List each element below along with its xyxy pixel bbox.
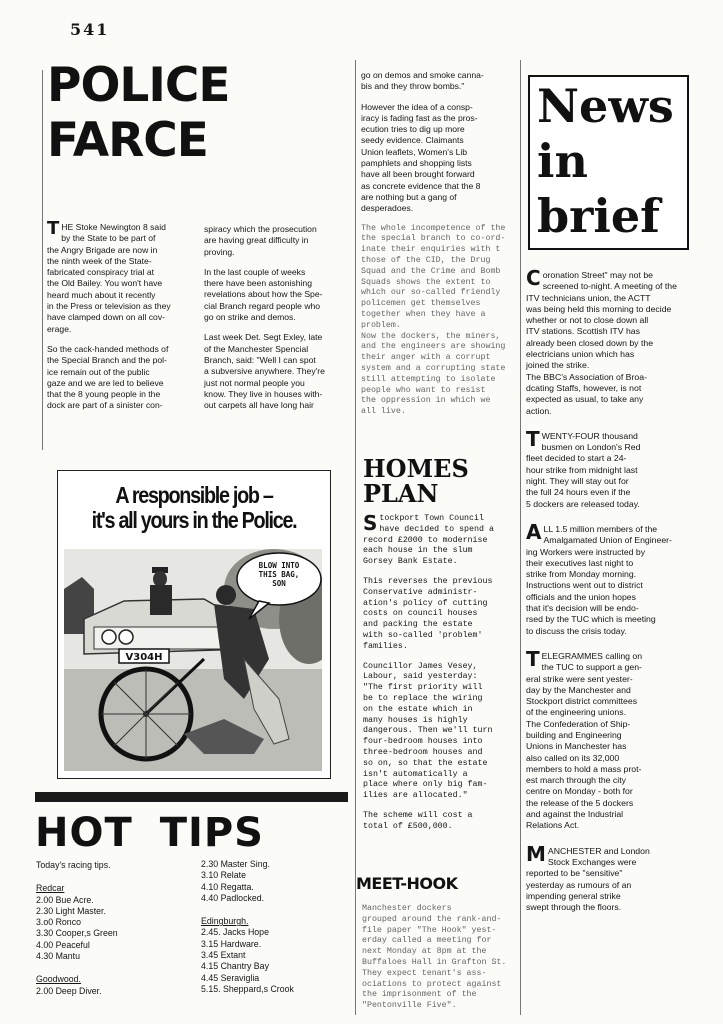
tip-line: 4.00 Peaceful: [36, 939, 90, 950]
hot-tips-col1: [36, 860, 196, 997]
column-rule: [42, 70, 43, 450]
drop-cap: M: [526, 841, 546, 866]
tip-line: 4.40 Padlocked.: [201, 892, 265, 903]
drop-cap: T: [526, 426, 540, 451]
drop-cap: C: [526, 266, 541, 290]
tip-line: 4.30 Mantu: [36, 951, 81, 962]
homes-plan-article: [363, 511, 519, 842]
paragraph: [363, 511, 519, 568]
news-in-brief-title: News in brief: [537, 79, 674, 243]
police-farce-headline: [47, 58, 230, 168]
divider-bar: [35, 792, 348, 802]
tip-line: 2.45. Jacks Hope: [201, 927, 269, 938]
paragraph-text: HE Stoke Newington 8 said by the State to be part of the Angry Brigade are now in the ninth week of the State- fabricated conspiracy trial at the Old Bailey. You won't have heard much about it recently in the Press or television as they have clamped down on all cov- erage.: [47, 222, 171, 334]
paragraph: However the idea of a consp- iracy is fading fast as the pros- ecution tries to dig up more seedy evidence. Claimants Union leaflets, Women's Lib pamphlets and shopping lists have all been brought forward as concrete evidence that the 8 are nothing but a gang of desperadoes.: [361, 101, 481, 214]
ad-headline: A responsible job – it's all yours in the Police.: [91, 482, 297, 533]
tip-line: 2.00 Deep Diver.: [36, 985, 102, 996]
paragraph: The whole incompetence of the the special branch to co-ord- inate their enquiries with t those of the CID, the Drug Squad and the Crime and Bomb Squads shows the extent to which our so-called friendly policemen get themselves together when they have a problem. Now the dockers, the miners, and the engineers are showing their anger with a corrupt system and a corrupting state still attempting to isolate people who want to resist the oppression in which we all live.: [361, 223, 506, 417]
page-number: 541: [70, 20, 110, 39]
meet-hook-article: Manchester dockers grouped around the rank-and- file paper "The Hook" yest- erday called a meeting for next Monday at 8pm at the Buffaloes Hall in Grafton St. They expect tenant's ass- ociations to protect against the imprisonment of the "Pentonville Five".: [362, 904, 507, 1011]
tip-line: 4.10 Regatta.: [201, 881, 254, 892]
news-item: [526, 266, 694, 417]
police-farce-col3: [361, 70, 519, 427]
paragraph: In the last couple of weeks there have been astonishing revelations about how the Spe- cial Branch regard people who go on strike and demos.: [204, 266, 323, 323]
paragraph: This reverses the previous Conservative administr- ation's policy of cutting costs on council houses and packing the estate with so-called 'problem' families.: [363, 576, 493, 651]
headline-line: POLICE: [47, 58, 230, 113]
drop-cap: T: [526, 646, 540, 671]
column-rule: [520, 60, 521, 1015]
news-item: [526, 841, 694, 914]
police-farce-col1: [47, 218, 197, 421]
drop-cap: A: [526, 519, 542, 544]
paragraph: go on demos and smoke canna- bis and they throw bombs.": [361, 70, 484, 92]
news-item: [526, 426, 694, 510]
course-label: Edingburgh.: [201, 916, 249, 927]
tip-line: 2.30 Master Sing.: [201, 859, 270, 869]
tip-line: 4.15 Chantry Bay: [201, 961, 269, 972]
drop-cap: T: [47, 218, 60, 239]
police-advertisement: [57, 470, 331, 779]
news-item-text: oronation Street" may not be screened to-night. A meeting of the ITV technicians union, the ACTT was being held this morning to decide whether or not to close down all ITV stations. Scottish ITV has already been closed down by the electricians union which has joined the strike. The BBC's Association of Broa- dcating Staffs, however, is not expected as usual, to take any action.: [526, 270, 677, 416]
course-label: Goodwood.: [36, 974, 81, 985]
news-in-brief-box: [528, 75, 689, 250]
number-plate: V304H: [125, 652, 163, 663]
tip-line: 3.o0 Ronco: [36, 917, 81, 928]
tip-line: 2.30 Light Master.: [36, 905, 106, 916]
paragraph: Last week Det. Segt Exley, late of the Manchester Spencial Branch, said: "Well I can spot a subversive anywhere. They're just not normal people you know. They live in houses with- out carpets all have long hair: [204, 332, 325, 411]
tip-line: 3.30 Cooper,s Green: [36, 928, 118, 939]
paragraph-text: tockport Town Council have decided to spend a record £2000 to modernise each house in the slum Gorsey Bank Estate.: [363, 514, 494, 567]
paragraph: Councillor James Vesey, Labour, said yesterday: "The first priority will be to replace the wiring on the estate which in many houses is highly dangerous. Then we'll turn four-bedroom houses into three-bedroom houses and so on, so that the estate isn't automatically a place where only big fam- ilies are allocated.": [363, 661, 493, 801]
hot-tips-col2: [201, 859, 351, 995]
ad-photo: [64, 549, 322, 771]
paragraph: spiracy which the prosecution are having great difficulty in proving.: [204, 224, 317, 257]
meet-hook-headline: MEET-HOOK: [356, 874, 458, 893]
course-label: Redcar: [36, 883, 65, 894]
paragraph: So the cack-handed methods of the Special Branch and the pol- ice remain out of the public gaze and we are led to believe that the 8 young people in the dock are part of a sinister con-: [47, 343, 169, 411]
news-item-text: LL 1.5 million members of the Amalgamated Union of Engineer- ing Workers were instructed by their executives last night to strike from Monday morning. Instructions went out to district officials and the union hopes that it's decision will be endo- rsed by the TUC which is meeting to discuss the crisis today.: [526, 523, 672, 636]
tips-intro: Today's racing tips.: [36, 860, 111, 870]
news-item: [526, 646, 694, 832]
homes-plan-headline: HOMES PLAN: [363, 454, 469, 509]
paragraph: [47, 218, 197, 335]
paragraph: The scheme will cost a total of £500,000.: [363, 810, 473, 831]
tip-line: 3.10 Relate: [201, 870, 246, 881]
news-item: [526, 519, 694, 637]
speech-bubble-text: BLOW INTO THIS BAG, SON: [258, 561, 300, 588]
tip-line: 2.00 Bue Acre.: [36, 894, 94, 905]
drop-cap: S: [363, 511, 378, 535]
news-item-text: WENTY-FOUR thousand busmen on London's Red fleet decided to start a 24- hour strike from midnight last night. They will stay out for the full 24 hours even if the 5 dockers are released today.: [526, 430, 641, 509]
hot-tips-headline: HOT TIPS: [35, 810, 264, 856]
column-rule: [355, 60, 356, 1015]
tip-line: 5.15. Sheppard,s Crook: [201, 983, 294, 994]
police-farce-col2: [204, 224, 352, 420]
tip-line: 4.45 Seraviglia: [201, 972, 260, 983]
headline-line: FARCE: [47, 113, 208, 168]
news-item-text: ANCHESTER and London Stock Exchanges were reported to be "sensitive" yesterday as rumours of an impending general strike swept through the floors.: [526, 845, 650, 913]
news-in-brief-items: [526, 266, 694, 922]
tip-line: 3.15 Hardware.: [201, 938, 262, 949]
tip-line: 3.45 Extant: [201, 950, 246, 961]
news-item-text: ELEGRAMMES calling on the TUC to support a gen- eral strike were sent yester- day by the Manchester and Stockport district committees of the engineering unions. The Confederation of Ship- building and Engineering Unions in Manchester has also called on its 32,000 members to hold a mass prot- est march through the city centre on Monday - both for the release of the 5 dockers and against the Industrial Relations Act.: [526, 650, 643, 831]
